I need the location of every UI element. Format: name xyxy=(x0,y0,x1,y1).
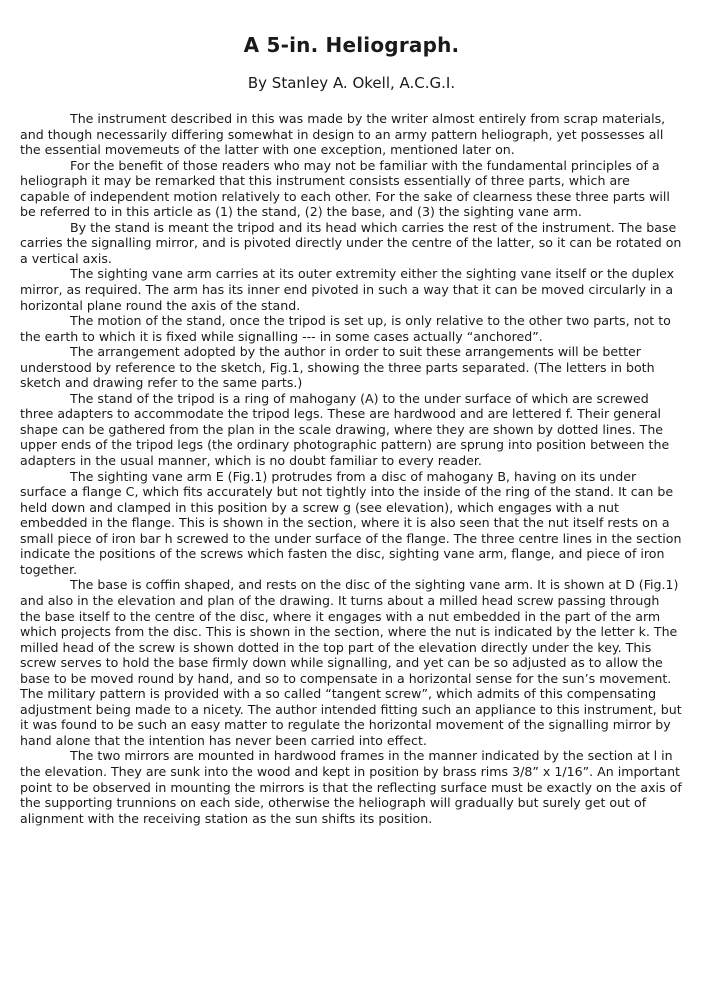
paragraph: The base is coffin shaped, and rests on the disc of the sighting vane arm. It is shown at D (Fig.1) and also in the elevation and plan of the drawing. It turns about a milled head screw passing through the base itself to the centre of the disc, where it engages with a nut embedded in the part of the arm which projects from the disc. This is shown in the section, where the nut is indicated by the letter k. The milled head of the screw is shown dotted in the top part of the elevation directly under the key. This screw serves to hold the base firmly down while signalling, and yet can be so adjusted as to allow the base to be moved round by hand, and so to compensate in a horizontal sense for the sun’s movement. The military pattern is provided with a so called “tangent screw”, which admits of this compensating adjustment being made to a nicety. The author intended fitting such an appliance to this instrument, but it was found to be such an easy matter to regulate the horizontal movement of the signalling mirror by hand alone that the intention has never been carried into effect. xyxy=(20,577,682,748)
paragraph: By the stand is meant the tripod and its head which carries the rest of the instrument. The base carries the signalling mirror, and is pivoted directly under the centre of the latter, so it can be rotated on a vertical axis. xyxy=(20,219,682,266)
paragraph: The instrument described in this was made by the writer almost entirely from scrap materials, and though necessarily differing somewhat in design to an army pattern heliograph, yet possesses all the essential movemeuts of the latter with one exception, mentioned later on. xyxy=(20,111,666,158)
paragraph: The sighting vane arm carries at its outer extremity either the sighting vane itself or the duplex mirror, as required. The arm has its inner end pivoted in such a way that it can be moved circularly in a horizontal plane round the axis of the stand. xyxy=(20,266,675,313)
paragraph: The arrangement adopted by the author in order to suit these arrangements will be better understood by reference to the sketch, Fig.1, showing the three parts separated. (The letters in both sketch and drawing refer to the same parts.) xyxy=(20,344,655,391)
paragraph: The stand of the tripod is a ring of mahogany (A) to the under surface of which are screwed three adapters to accommodate the tripod legs. These are hardwood and are lettered f. Their general shape can be gathered from the plan in the scale drawing, where they are shown by dotted lines. The upper ends of the tripod legs (the ordinary photographic pattern) are sprung into position between the adapters in the usual manner, which is no doubt familiar to every reader. xyxy=(20,390,670,469)
paragraph: The two mirrors are mounted in hardwood frames in the manner indicated by the section at l in the elevation. They are sunk into the wood and kept in position by brass rims 3/8” x 1/16”. An important point to be observed in mounting the mirrors is that the reflecting surface must be exactly on the axis of the supporting trunnions on each side, otherwise the heliograph will gradually but surely get out of alignment with the receiving station as the sun shifts its position. xyxy=(20,748,682,826)
article-body xyxy=(20,111,683,826)
author-byline: By Stanley A. Okell, A.C.G.I. xyxy=(247,74,456,92)
paragraph: The motion of the stand, once the tripod is set up, is only relative to the other two parts, not to the earth to which it is fixed while signalling --- in some cases actually “anchored”. xyxy=(20,313,671,344)
paragraph: The sighting vane arm E (Fig.1) protrudes from a disc of mahogany B, having on its under surface a flange C, which fits accurately but not tightly into the inside of the ring of the stand. It can be held down and clamped in this position by a screw g (see elevation), which engages with a nut embedded in the flange. This is shown in the section, where it is also seen that the nut itself rests on a small piece of iron bar h screwed to the under surface of the flange. The three centre lines in the section indicate the positions of the screws which fasten the disc, sighting vane arm, flange, and piece of iron together. xyxy=(20,468,682,577)
article-title: A 5-in. Heliograph. xyxy=(243,33,460,57)
paragraph: For the benefit of those readers who may not be familiar with the fundamental principles of a heliograph it may be remarked that this instrument consists essentially of three parts, which are capable of independent motion relatively to each other. For the sake of clearness these three parts will be referred to in this article as (1) the stand, (2) the base, and (3) the sighting vane arm. xyxy=(20,157,670,220)
